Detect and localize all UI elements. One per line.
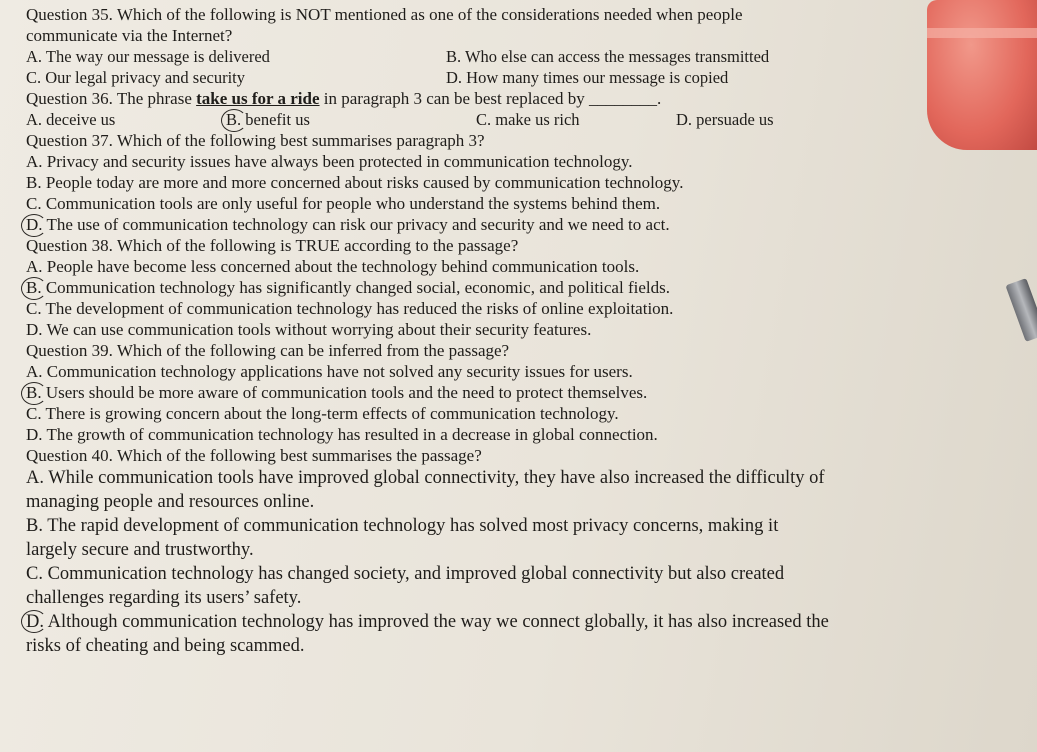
- q35-option-b[interactable]: B. Who else can access the messages transmitted: [446, 47, 770, 66]
- q36-stem-post: in paragraph 3 can be best replaced by ________.: [319, 89, 662, 108]
- q40-option-c-line1[interactable]: C. Communication technology has changed society, and improved global connectivity but also created: [26, 564, 785, 584]
- q40-stem: Question 40. Which of the following best summarises the passage?: [26, 446, 482, 465]
- q35-stem-line2: communicate via the Internet?: [26, 26, 233, 45]
- q40-option-d-line1[interactable]: D. Although communication technology has improved the way we connect globally, it has also increased the: [26, 610, 956, 634]
- q40-option-c-line2: challenges regarding its users’ safety.: [26, 588, 302, 608]
- q40-option-d-line2: risks of cheating and being scammed.: [26, 636, 305, 656]
- q40-option-b-line2: largely secure and trustworthy.: [26, 540, 254, 560]
- q38-option-c[interactable]: C. The development of communication technology has reduced the risks of online exploitation.: [26, 299, 674, 318]
- q35-option-d[interactable]: D. How many times our message is copied: [446, 68, 729, 87]
- q39-option-c[interactable]: C. There is growing concern about the long-term effects of communication technology.: [26, 404, 619, 423]
- q38-option-d[interactable]: D. We can use communication tools without worrying about their security features.: [26, 320, 592, 339]
- q39-option-b[interactable]: B. Users should be more aware of communication tools and the need to protect themselves.: [26, 382, 956, 403]
- q40-option-a-line1[interactable]: A. While communication tools have improved global connectivity, they have also increased the difficulty of: [26, 468, 825, 488]
- q37-option-d[interactable]: D. The use of communication technology can risk our privacy and security and we need to act.: [26, 214, 956, 235]
- question-39: [26, 340, 956, 445]
- q40-option-a-line2: managing people and resources online.: [26, 492, 315, 512]
- q38-option-b[interactable]: B. Communication technology has significantly changed social, economic, and political fields.: [26, 277, 956, 298]
- question-37: [26, 130, 956, 235]
- q36-option-b[interactable]: B. benefit us: [226, 109, 476, 130]
- q36-options: [26, 109, 956, 130]
- q36-phrase: take us for a ride: [196, 89, 320, 108]
- worksheet: [26, 4, 956, 658]
- q36-option-a[interactable]: A. deceive us: [26, 110, 116, 129]
- q37-option-a[interactable]: A. Privacy and security issues have always been protected in communication technology.: [26, 152, 633, 171]
- q36-stem: [26, 88, 956, 109]
- question-35: [26, 4, 956, 88]
- q38-stem: Question 38. Which of the following is TRUE according to the passage?: [26, 236, 519, 255]
- q39-option-a[interactable]: A. Communication technology applications have not solved any security issues for users.: [26, 362, 633, 381]
- q35-stem-line1: Question 35. Which of the following is NOT mentioned as one of the considerations needed when people: [26, 5, 743, 24]
- q37-option-c[interactable]: C. Communication tools are only useful for people who understand the systems behind them.: [26, 194, 661, 213]
- q36-option-c[interactable]: C. make us rich: [476, 110, 580, 129]
- question-38: [26, 235, 956, 340]
- question-36: [26, 88, 956, 130]
- q36-option-d[interactable]: D. persuade us: [676, 110, 774, 129]
- question-40: [26, 445, 956, 658]
- q35-option-a[interactable]: A. The way our message is delivered: [26, 47, 270, 66]
- q37-option-b[interactable]: B. People today are more and more concerned about risks caused by communication technology.: [26, 173, 684, 192]
- q35-options: [26, 46, 956, 88]
- q37-stem: Question 37. Which of the following best summarises paragraph 3?: [26, 131, 485, 150]
- q36-stem-pre: Question 36. The phrase: [26, 89, 197, 108]
- q39-stem: Question 39. Which of the following can be inferred from the passage?: [26, 341, 510, 360]
- q39-option-d[interactable]: D. The growth of communication technology has resulted in a decrease in global connection.: [26, 425, 658, 444]
- q35-option-c[interactable]: C. Our legal privacy and security: [26, 68, 246, 87]
- q40-option-b-line1[interactable]: B. The rapid development of communication technology has solved most privacy concerns, making it: [26, 516, 779, 536]
- q38-option-a[interactable]: A. People have become less concerned about the technology behind communication tools.: [26, 257, 640, 276]
- pen-object: [1005, 278, 1037, 342]
